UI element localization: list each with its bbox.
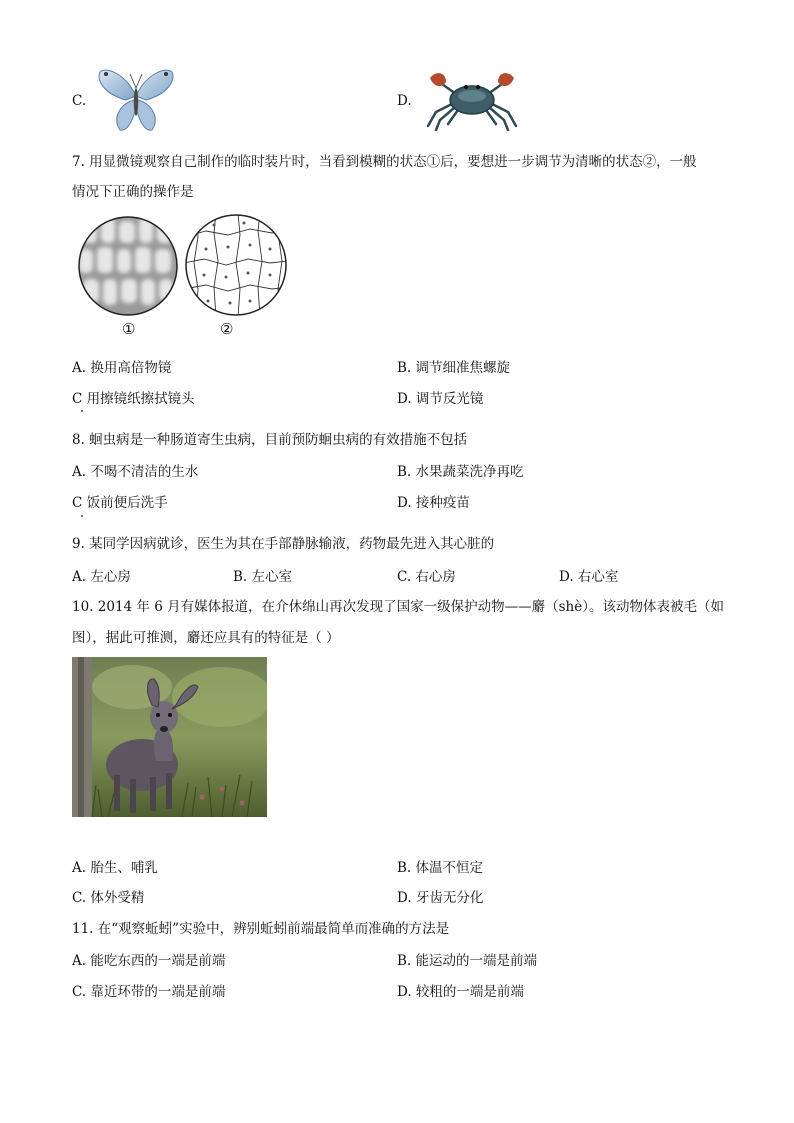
q8-option-d: D. 接种疫苗 — [397, 495, 470, 511]
fig-label-2: ② — [220, 320, 234, 338]
stray-dot — [81, 410, 83, 412]
q10-option-d: D. 牙齿无分化 — [397, 890, 484, 906]
q7-option-c: C 用擦镜纸擦拭镜头 — [72, 391, 195, 407]
q6-option-c-label: C. — [72, 93, 87, 109]
q10-option-c: C. 体外受精 — [72, 890, 145, 906]
q7-stem-line1: 7. 用显微镜观察自己制作的临时装片时，当看到模糊的状态①后，要想进一步调节为清晰的状态②，一般 — [72, 154, 697, 170]
q9-option-a: A. 左心房 — [72, 569, 131, 585]
q8-option-a: A. 不喝不清洁的生水 — [72, 464, 199, 480]
clear-view-image — [184, 213, 288, 317]
q11-option-c: C. 靠近环带的一端是前端 — [72, 984, 226, 1000]
q10-option-a: A. 胎生、哺乳 — [72, 860, 158, 876]
q7-stem-line2: 情况下正确的操作是 — [72, 184, 194, 200]
butterfly-image — [96, 66, 176, 134]
q11-option-a: A. 能吃东西的一端是前端 — [72, 953, 226, 969]
q6-option-d-label: D. — [397, 93, 412, 109]
musk-deer-photo — [72, 657, 267, 817]
fig-label-1: ① — [122, 320, 136, 338]
blurry-view-image — [77, 215, 179, 317]
q11-option-d: D. 较粗的一端是前端 — [397, 984, 524, 1000]
crab-image — [422, 68, 522, 132]
q8-option-c: C 饭前便后洗手 — [72, 495, 168, 511]
q8-option-b: B. 水果蔬菜洗净再吃 — [397, 464, 524, 480]
q10-stem-line2: 图），据此可推测，麝还应具有的特征是（ ） — [72, 630, 340, 646]
q7-option-a: A. 换用高倍物镜 — [72, 360, 172, 376]
q11-stem: 11. 在“观察蚯蚓”实验中，辨别蚯蚓前端最简单而准确的方法是 — [72, 921, 450, 937]
q10-stem-line1: 10. 2014 年 6 月有媒体报道，在介休绵山再次发现了国家一级保护动物——麝（shè）。该动物体表被毛（如 — [72, 599, 724, 615]
q7-option-d: D. 调节反光镜 — [397, 391, 484, 407]
q8-stem: 8. 蛔虫病是一种肠道寄生虫病，目前预防蛔虫病的有效措施不包括 — [72, 432, 468, 448]
q7-option-b: B. 调节细准焦螺旋 — [397, 360, 511, 376]
q9-option-c: C. 右心房 — [397, 569, 456, 585]
q10-option-b: B. 体温不恒定 — [397, 860, 484, 876]
q9-option-d: D. 右心室 — [559, 569, 619, 585]
q9-option-b: B. 左心室 — [233, 569, 293, 585]
stray-dot — [81, 515, 83, 517]
q9-stem: 9. 某同学因病就诊，医生为其在手部静脉输液，药物最先进入其心脏的 — [72, 536, 495, 552]
q11-option-b: B. 能运动的一端是前端 — [397, 953, 538, 969]
